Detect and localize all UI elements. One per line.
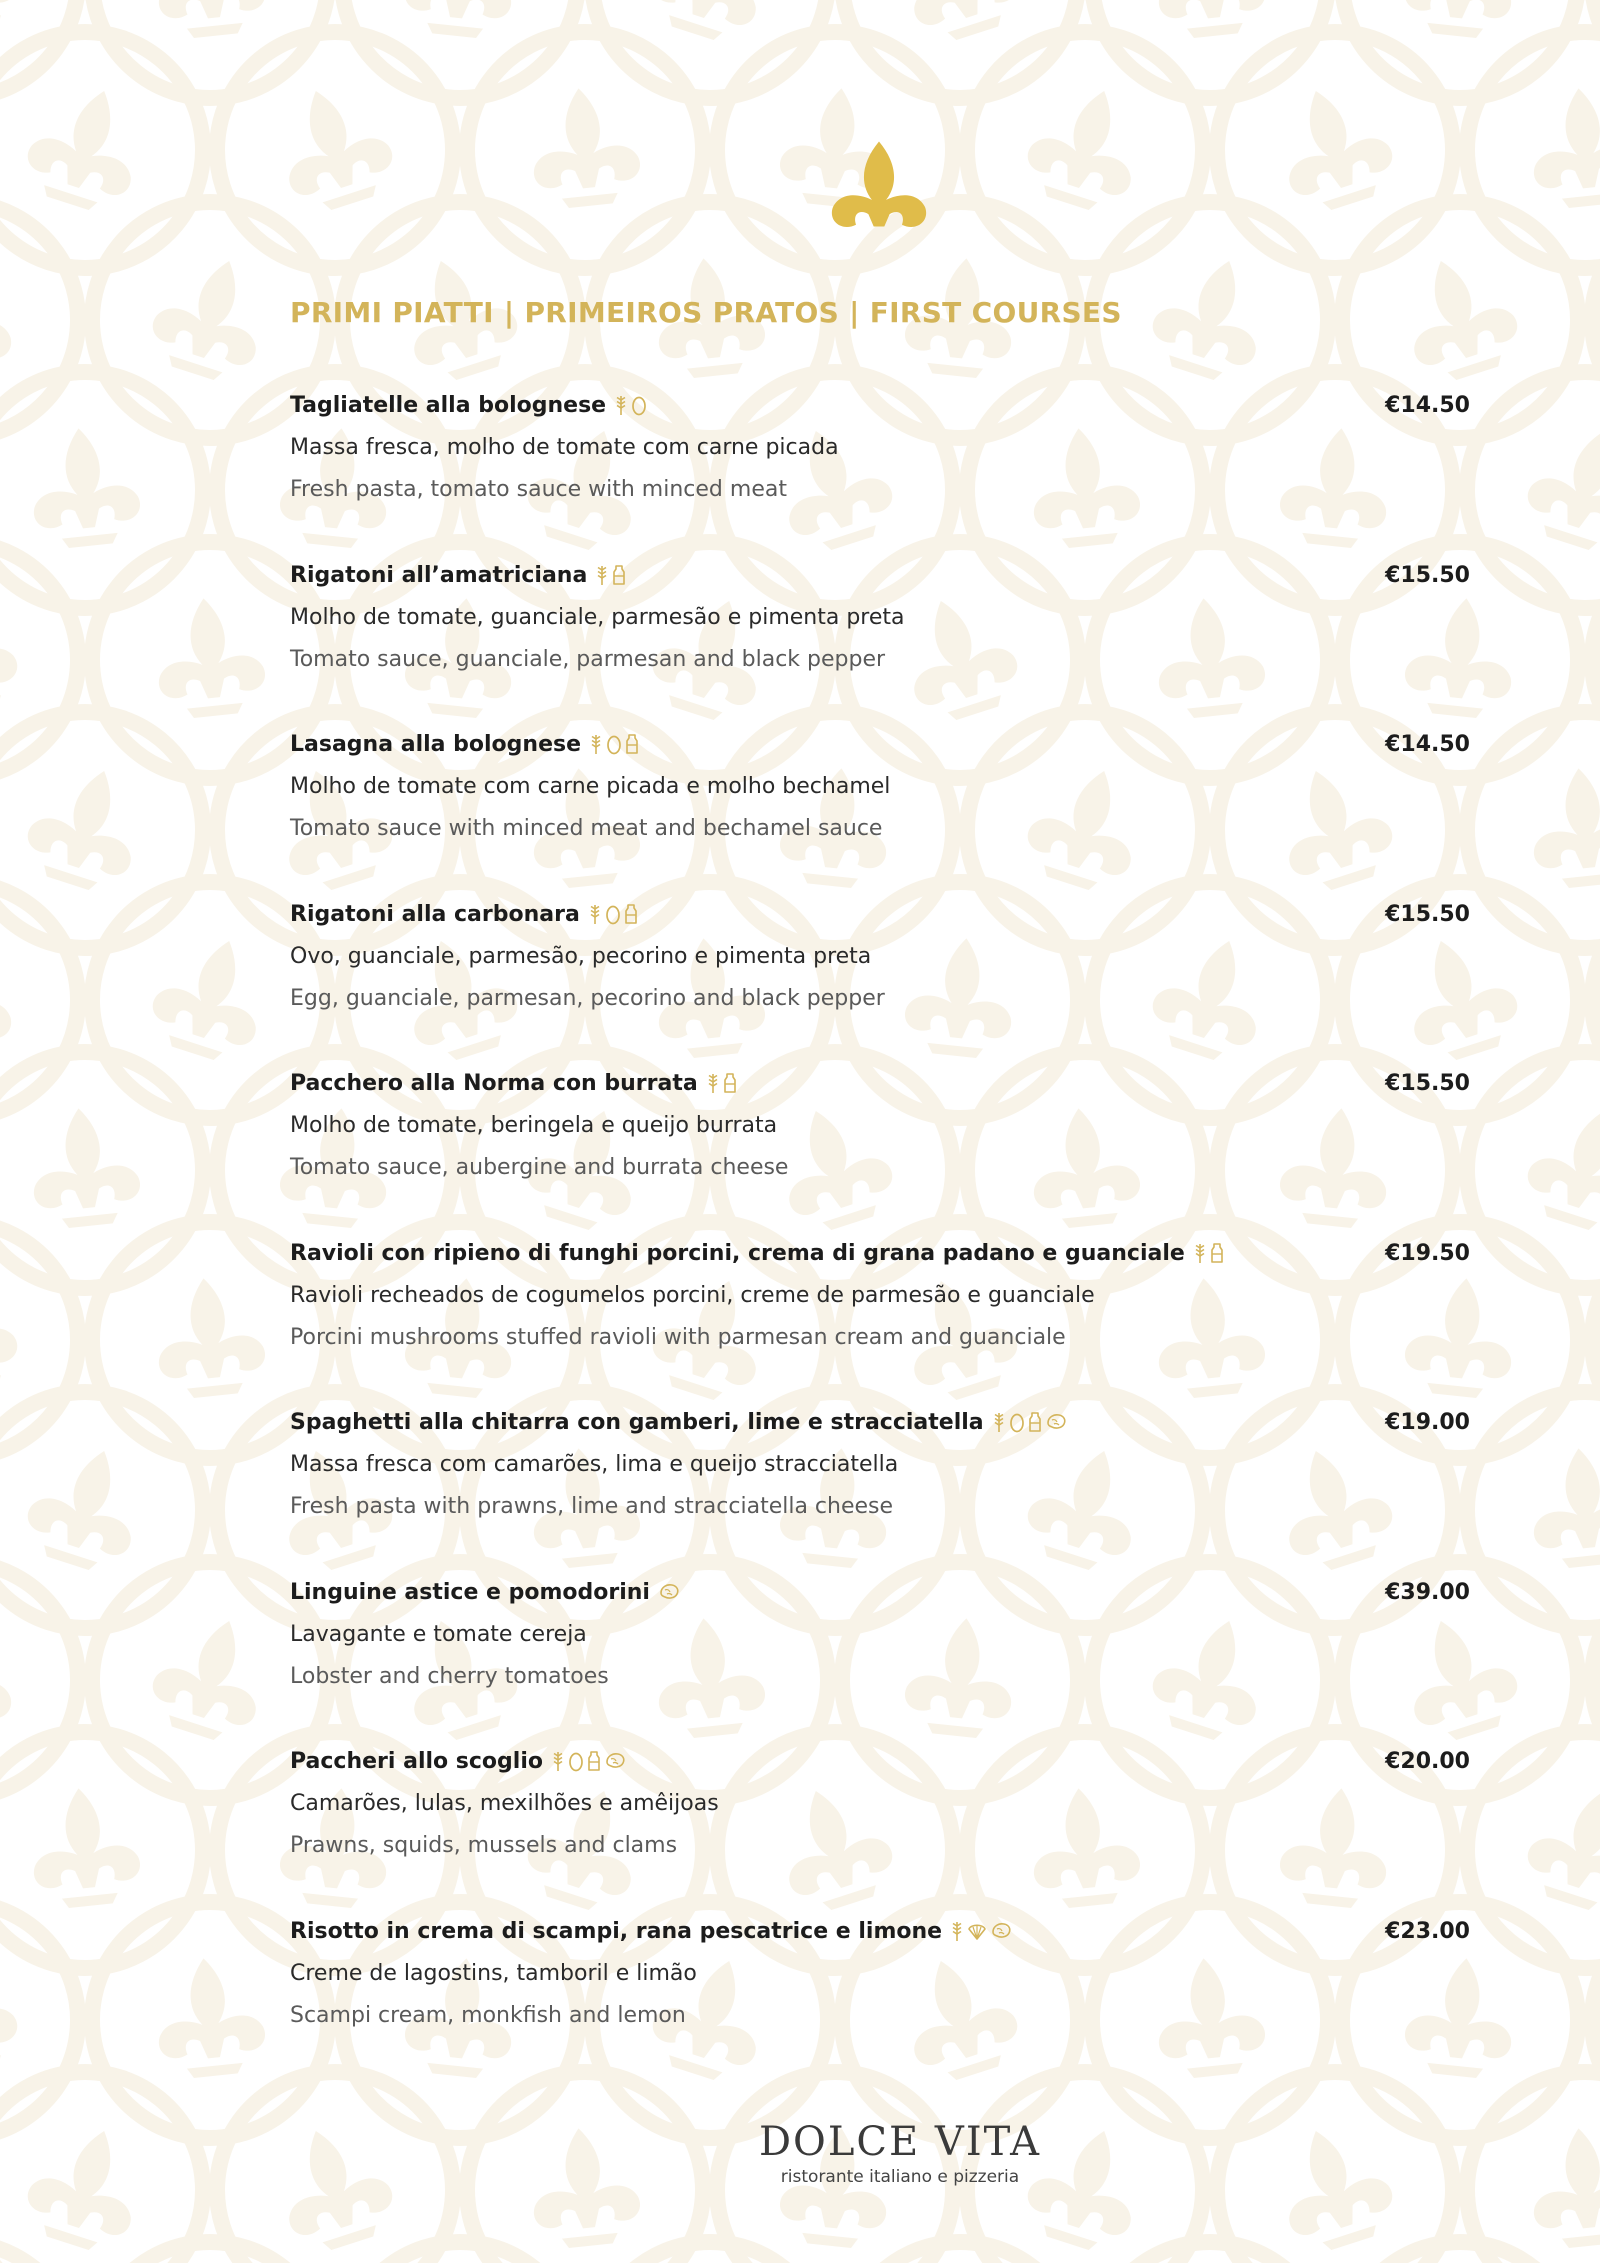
gluten-icon <box>1193 1242 1207 1264</box>
footer-brand <box>700 2120 1100 2188</box>
dairy-icon <box>1028 1411 1042 1433</box>
allergen-icons <box>950 1920 1012 1942</box>
item-name-text: Ravioli con ripieno di funghi porcini, crema di grana padano e guanciale <box>290 1241 1185 1266</box>
crustacean-icon <box>604 1750 626 1772</box>
dairy-icon <box>1210 1242 1224 1264</box>
item-name <box>290 390 647 422</box>
menu-item <box>290 560 1470 710</box>
item-description-en: Tomato sauce with minced meat and bechamel sauce <box>290 816 883 841</box>
crustacean-icon <box>990 1920 1012 1942</box>
item-description-pt: Camarões, lulas, mexilhões e amêijoas <box>290 1791 719 1816</box>
item-price: €19.50 <box>1385 1241 1470 1266</box>
gluten-icon <box>614 394 628 416</box>
item-name-text: Linguine astice e pomodorini <box>290 1580 650 1605</box>
gluten-icon <box>706 1072 720 1094</box>
gluten-icon <box>589 733 603 755</box>
item-name-text: Risotto in crema di scampi, rana pescatrice e limone <box>290 1919 943 1944</box>
item-description-pt: Lavagante e tomate cereja <box>290 1622 587 1647</box>
item-name-text: Rigatoni alla carbonara <box>290 902 580 927</box>
allergen-icons <box>1193 1242 1224 1264</box>
item-name-text: Spaghetti alla chitarra con gamberi, lime e stracciatella <box>290 1410 984 1435</box>
item-price: €15.50 <box>1385 1071 1470 1096</box>
dairy-icon <box>587 1750 601 1772</box>
allergen-icons <box>706 1072 737 1094</box>
allergen-icons <box>992 1411 1067 1433</box>
mollusc-icon <box>967 1920 987 1942</box>
gluten-icon <box>551 1750 565 1772</box>
item-name <box>290 899 638 931</box>
allergen-icons <box>595 564 626 586</box>
item-description-en: Prawns, squids, mussels and clams <box>290 1833 678 1858</box>
allergen-icons <box>588 903 638 925</box>
menu-item <box>290 1577 1470 1727</box>
item-name-text: Pacchero alla Norma con burrata <box>290 1071 698 1096</box>
egg-icon <box>605 903 621 925</box>
item-description-en: Egg, guanciale, parmesan, pecorino and black pepper <box>290 986 885 1011</box>
menu-item <box>290 729 1470 879</box>
item-price: €14.50 <box>1385 393 1470 418</box>
allergen-icons <box>589 733 639 755</box>
menu-item <box>290 1238 1470 1388</box>
item-name <box>290 1407 1067 1439</box>
dairy-icon <box>624 903 638 925</box>
item-description-pt: Creme de lagostins, tamboril e limão <box>290 1961 697 1986</box>
item-description-pt: Molho de tomate, beringela e queijo burrata <box>290 1113 778 1138</box>
item-description-en: Tomato sauce, aubergine and burrata cheese <box>290 1155 789 1180</box>
dairy-icon <box>625 733 639 755</box>
item-name <box>290 1577 680 1609</box>
item-name-text: Paccheri allo scoglio <box>290 1749 543 1774</box>
allergen-icons <box>551 1750 626 1772</box>
item-description-pt: Molho de tomate com carne picada e molho bechamel <box>290 774 891 799</box>
gluten-icon <box>992 1411 1006 1433</box>
fleur-de-lis-logo-icon <box>825 138 933 230</box>
crustacean-icon <box>658 1581 680 1603</box>
menu-item <box>290 390 1470 540</box>
dairy-icon <box>723 1072 737 1094</box>
item-price: €20.00 <box>1385 1749 1470 1774</box>
item-name <box>290 729 639 761</box>
item-price: €19.00 <box>1385 1410 1470 1435</box>
gluten-icon <box>950 1920 964 1942</box>
item-name <box>290 560 626 592</box>
item-price: €14.50 <box>1385 732 1470 757</box>
item-price: €39.00 <box>1385 1580 1470 1605</box>
menu-item <box>290 1746 1470 1896</box>
egg-icon <box>606 733 622 755</box>
gluten-icon <box>588 903 602 925</box>
item-name <box>290 1068 737 1100</box>
item-description-pt: Ovo, guanciale, parmesão, pecorino e pimenta preta <box>290 944 872 969</box>
menu-item <box>290 1916 1470 2066</box>
item-description-pt: Massa fresca com camarões, lima e queijo stracciatella <box>290 1452 899 1477</box>
item-description-pt: Massa fresca, molho de tomate com carne picada <box>290 435 839 460</box>
section-title: PRIMI PIATTI | PRIMEIROS PRATOS | FIRST COURSES <box>290 296 1122 329</box>
item-description-en: Fresh pasta with prawns, lime and stracciatella cheese <box>290 1494 894 1519</box>
egg-icon <box>631 394 647 416</box>
item-description-pt: Molho de tomate, guanciale, parmesão e pimenta preta <box>290 605 905 630</box>
item-price: €23.00 <box>1385 1919 1470 1944</box>
menu-item <box>290 1407 1470 1557</box>
egg-icon <box>1009 1411 1025 1433</box>
menu-item <box>290 899 1470 1049</box>
item-description-pt: Ravioli recheados de cogumelos porcini, creme de parmesão e guanciale <box>290 1283 1095 1308</box>
item-name <box>290 1746 626 1778</box>
allergen-icons <box>614 394 647 416</box>
item-name-text: Lasagna alla bolognese <box>290 732 582 757</box>
item-description-en: Tomato sauce, guanciale, parmesan and black pepper <box>290 647 886 672</box>
item-name <box>290 1916 1012 1948</box>
allergen-icons <box>658 1581 680 1603</box>
brand-name: DOLCE VITA <box>758 2119 1041 2165</box>
item-description-en: Porcini mushrooms stuffed ravioli with parmesan cream and guanciale <box>290 1325 1066 1350</box>
item-name-text: Rigatoni all’amatriciana <box>290 563 588 588</box>
brand-tagline: ristorante italiano e pizzeria <box>780 2167 1020 2187</box>
menu-item <box>290 1068 1470 1218</box>
item-description-en: Fresh pasta, tomato sauce with minced meat <box>290 477 787 502</box>
item-name <box>290 1238 1224 1270</box>
dairy-icon <box>612 564 626 586</box>
item-description-en: Scampi cream, monkfish and lemon <box>290 2003 686 2028</box>
item-price: €15.50 <box>1385 902 1470 927</box>
item-name-text: Tagliatelle alla bolognese <box>290 393 607 418</box>
item-price: €15.50 <box>1385 563 1470 588</box>
item-description-en: Lobster and cherry tomatoes <box>290 1664 609 1689</box>
gluten-icon <box>595 564 609 586</box>
egg-icon <box>568 1750 584 1772</box>
crustacean-icon <box>1045 1411 1067 1433</box>
